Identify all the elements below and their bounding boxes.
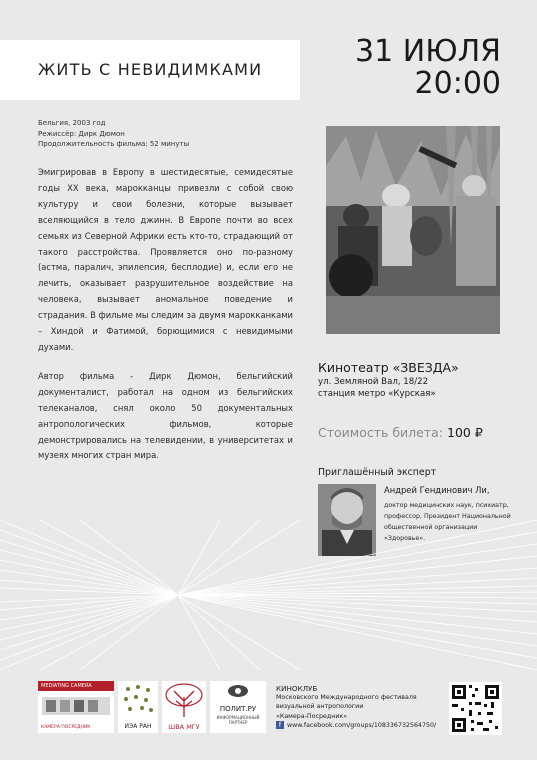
decorative-lines [0, 520, 537, 670]
expert-description: доктор медицинских наук, психиатр, профессор, Президент Национальной общественной организации «Здоровье». [384, 502, 511, 543]
logo-mediating-camera-bottom: КАМЕРА-ПОСРЕДНИК [41, 725, 91, 730]
film-meta [38, 118, 189, 150]
event-date: 31 ИЮЛЯ [355, 34, 501, 69]
venue-address: ул. Земляной Вал, 18/22 [318, 377, 429, 387]
logo-shva [162, 681, 206, 733]
club-facebook-url[interactable]: www.facebook.com/groups/108336732564750/ [287, 721, 437, 729]
logo-polit-label: ПОЛИТ.РУ [219, 705, 257, 713]
film-country-year: Бельгия, 2003 год [38, 119, 106, 127]
film-description-paragraph-2: Автор фильма - Дирк Дюмон, бельгийский документалист, работал на одном из бельгийских телеканалов, снял около 50 документальных антропологических фильмов, которые демонстрировались на телевидении, в университетах и музеях многих стран мира. [38, 370, 293, 461]
film-still-photo [326, 126, 500, 334]
venue-metro: станция метро «Курская» [318, 389, 436, 399]
event-time: 20:00 [414, 66, 501, 101]
club-facebook [276, 721, 436, 730]
event-title: ЖИТЬ С НЕВИДИМКАМИ [38, 60, 263, 79]
venue-block [318, 360, 459, 400]
film-description [38, 165, 293, 477]
film-still-photo-image [326, 126, 500, 334]
expert-heading: Приглашённый эксперт [318, 467, 437, 478]
logo-iea [118, 681, 158, 733]
venue-name: Кинотеатр «ЗВЕЗДА» [318, 360, 459, 375]
logo-polit-sub: ИНФОРМАЦИОННЫЙ ПАРТНЕР [216, 715, 260, 725]
qr-code[interactable] [449, 682, 502, 735]
ticket-price-label: Стоимость билета: [318, 425, 444, 440]
logo-mediating-camera [38, 681, 114, 733]
film-club-info [276, 684, 436, 730]
event-datetime [355, 36, 501, 100]
club-heading: КИНОКЛУБ [276, 684, 318, 693]
logo-mediating-camera-strip [38, 691, 114, 721]
logo-shva-tree [162, 681, 206, 719]
film-description-paragraph-1: Эмигрировав в Европу в шестидесятые, семидесятые годы ХХ века, марокканцы привезли с собой свою культуру и свои болезни, которые вызывает вселяющийся в тело джинн. В Европе почти во всех семьях из Северной Африки есть кто-то, страдающий от такого расстройства. Проявляется оно по-разному (астма, паралич, эпилепсия, бесплодие) и, если его не лечить, оказывает разрушительное воздействие на человека, вызывает аномальное поведение и страдания. В фильме мы следим за двумя марокканками – Хиндой и Фатимой, борющимися с невидимыми духами. [38, 167, 293, 352]
logo-iea-emblem [118, 681, 158, 719]
film-duration: Продолжительность фильма: 52 минуты [38, 140, 190, 148]
logo-mediating-camera-top: MEDIATING CAMERA [38, 681, 114, 691]
logo-polit [210, 681, 266, 733]
logo-shva-label: ШВА МГУ [168, 723, 200, 731]
club-line-1: Московского Международного фестиваля [276, 694, 417, 702]
facebook-icon: f [276, 721, 284, 729]
film-director: Режиссёр: Дирк Дюмон [38, 129, 125, 138]
expert-name: Андрей Гендинович Ли, [384, 485, 490, 495]
club-line-3: «Камера-Посредник» [276, 712, 348, 720]
ticket-price [318, 425, 483, 440]
logo-polit-emblem [210, 681, 266, 701]
ticket-price-value: 100 ₽ [447, 425, 483, 440]
club-line-2: визуальной антропологии [276, 703, 364, 711]
logo-iea-label: ИЭА РАН [124, 723, 152, 730]
